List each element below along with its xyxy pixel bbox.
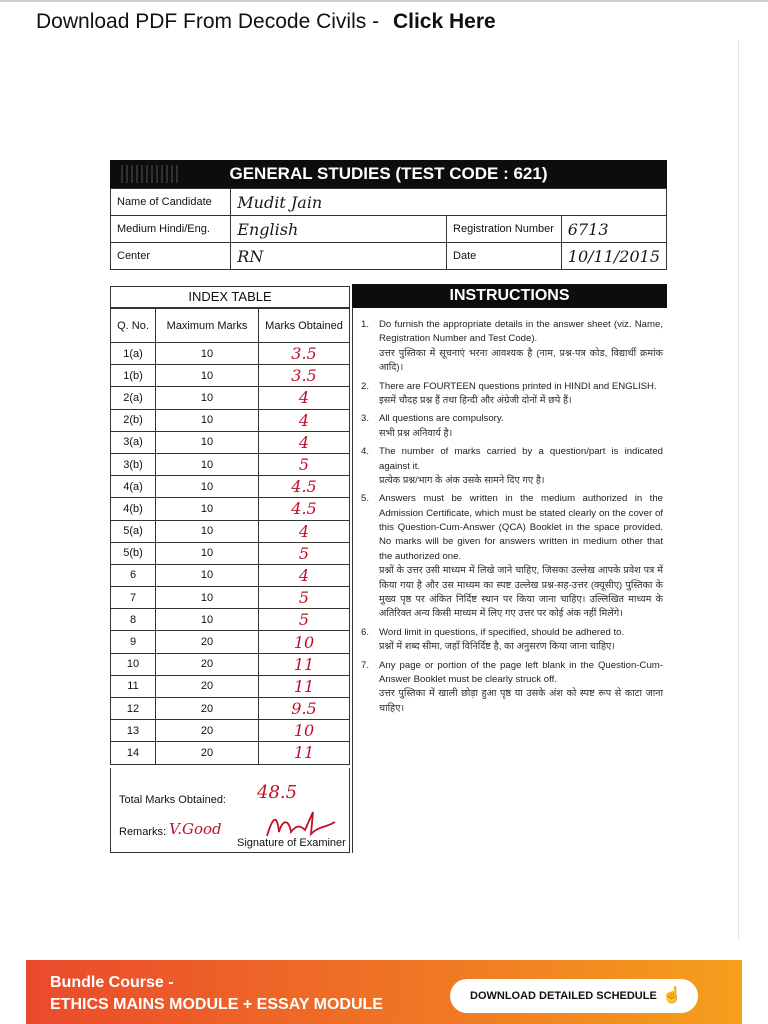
row-qno: 1(b) — [111, 365, 156, 387]
instruction-item — [361, 659, 663, 717]
table-row — [111, 675, 350, 697]
row-obtained: 11 — [259, 675, 350, 697]
bundle-course-banner — [26, 960, 742, 1024]
row-qno: 14 — [111, 742, 156, 764]
date-label: Date — [447, 243, 562, 270]
instructions-list — [361, 318, 663, 716]
table-row — [111, 343, 350, 365]
instruction-item — [361, 492, 663, 622]
row-max: 10 — [156, 476, 259, 498]
row-obtained: 4 — [259, 387, 350, 409]
row-obtained: 5 — [259, 542, 350, 564]
table-row — [111, 431, 350, 453]
table-row — [111, 542, 350, 564]
table-row — [111, 653, 350, 675]
date-value: 10/11/2015 — [561, 243, 666, 270]
table-row — [111, 498, 350, 520]
row-max: 20 — [156, 742, 259, 764]
instruction-item — [361, 626, 663, 655]
medium-label: Medium Hindi/Eng. — [111, 216, 231, 243]
instruction-english: The number of marks carried by a question/part is indicated against it. — [379, 446, 663, 472]
instruction-english: All questions are compulsory. — [379, 413, 504, 425]
instruction-english: Answers must be written in the medium authorized in the Admission Certificate, which must be stated clearly on the cover of this Question-Cum-Answer (QCA) Booklet in the space provided. No marks will be given for answers written in medium other that the authorized one. — [379, 493, 663, 562]
row-obtained: 10 — [259, 720, 350, 742]
col-header-obtained: Marks Obtained — [259, 309, 350, 343]
row-obtained: 5 — [259, 587, 350, 609]
row-obtained: 3.5 — [259, 365, 350, 387]
table-row — [111, 520, 350, 542]
row-qno: 6 — [111, 564, 156, 586]
row-qno: 13 — [111, 720, 156, 742]
name-label: Name of Candidate — [111, 189, 231, 216]
row-qno: 9 — [111, 631, 156, 653]
row-max: 10 — [156, 365, 259, 387]
instruction-hindi: उत्तर पुस्तिका में खाली छोड़ा हुआ पृष्ठ या उसके अंश को स्पष्ट रूप से काटा जाना चाहिए। — [379, 688, 663, 714]
row-qno: 12 — [111, 698, 156, 720]
instruction-number: 7. — [361, 659, 370, 671]
row-qno: 5(b) — [111, 542, 156, 564]
totals-box — [110, 768, 350, 853]
instruction-number: 3. — [361, 413, 370, 425]
registration-value: 6713 — [561, 216, 666, 243]
banner-text: Download PDF From Decode Civils - — [36, 10, 380, 33]
row-obtained: 4 — [259, 564, 350, 586]
index-table — [110, 308, 350, 765]
table-row — [111, 587, 350, 609]
instruction-item — [361, 380, 663, 409]
row-qno: 11 — [111, 675, 156, 697]
row-max: 10 — [156, 542, 259, 564]
remarks-label: Remarks: — [119, 826, 167, 838]
top-divider — [0, 0, 768, 2]
download-banner — [36, 10, 496, 34]
row-qno: 4(a) — [111, 476, 156, 498]
instruction-number: 5. — [361, 493, 370, 505]
table-row — [111, 720, 350, 742]
table-row — [111, 387, 350, 409]
row-obtained: 5 — [259, 609, 350, 631]
row-obtained: 10 — [259, 631, 350, 653]
row-qno: 7 — [111, 587, 156, 609]
index-table-title: INDEX TABLE — [110, 286, 350, 308]
table-row — [111, 742, 350, 764]
row-qno: 10 — [111, 653, 156, 675]
row-qno: 4(b) — [111, 498, 156, 520]
table-row — [111, 409, 350, 431]
table-row — [111, 698, 350, 720]
download-schedule-button[interactable] — [450, 979, 698, 1013]
sheet-title-bar — [110, 160, 667, 188]
instructions-title: INSTRUCTIONS — [352, 284, 667, 308]
row-qno: 5(a) — [111, 520, 156, 542]
table-row — [111, 564, 350, 586]
instruction-number: 6. — [361, 626, 370, 638]
download-schedule-label: DOWNLOAD DETAILED SCHEDULE — [470, 990, 657, 1002]
row-obtained: 4.5 — [259, 498, 350, 520]
table-row — [111, 609, 350, 631]
row-max: 20 — [156, 698, 259, 720]
hand-pointer-icon: ☝ — [662, 987, 682, 1004]
instruction-english: Do furnish the appropriate details in the answer sheet (viz. Name, Registration Number and Test Code). — [379, 319, 663, 345]
row-max: 10 — [156, 564, 259, 586]
instruction-hindi: प्रश्नों में शब्द सीमा, जहाँ विनिर्दिष्ट है, का अनुसरण किया जाना चाहिए। — [379, 641, 615, 653]
row-max: 10 — [156, 453, 259, 475]
row-obtained: 9.5 — [259, 698, 350, 720]
row-obtained: 4 — [259, 431, 350, 453]
instruction-item — [361, 445, 663, 488]
row-max: 20 — [156, 720, 259, 742]
candidate-info-table — [110, 188, 667, 270]
row-max: 10 — [156, 587, 259, 609]
instruction-hindi: इसमें चौदह प्रश्न हैं तथा हिन्दी और अंग्रेजी दोनों में छपे हैं। — [379, 394, 572, 406]
row-max: 20 — [156, 675, 259, 697]
center-value: RN — [231, 243, 447, 270]
row-qno: 3(a) — [111, 431, 156, 453]
col-header-qno: Q. No. — [111, 309, 156, 343]
table-row — [111, 453, 350, 475]
row-max: 10 — [156, 609, 259, 631]
total-marks-value: 48.5 — [257, 782, 298, 803]
row-qno: 1(a) — [111, 343, 156, 365]
signature-label: Signature of Examiner — [237, 837, 346, 849]
instruction-number: 4. — [361, 446, 370, 458]
instruction-english: Word limit in questions, if specified, should be adhered to. — [379, 626, 625, 638]
instructions-panel — [352, 308, 667, 853]
table-row — [111, 631, 350, 653]
title-bar-texture — [118, 165, 178, 183]
sheet-title: GENERAL STUDIES (TEST CODE : 621) — [229, 164, 548, 183]
row-max: 10 — [156, 387, 259, 409]
instruction-hindi: प्रश्नों के उत्तर उसी माध्यम में लिखे जाने चाहिए, जिसका उल्लेख आपके प्रवेश पत्र में किया गया है और उस माध्यम का स्पष्ट उल्लेख प्रश्न-सह-उत्तर (क्यूसीए) पुस्तिका के मुख्य पृष्ठ पर अंकित निर्दिष्ट स्थान पर किया जाना चाहिए। उल्लिखित माध्यम के अतिरिक्त अन्य किसी माध्यम में लिए गए उत्तर पर कोई अंक नहीं मिलेंगे। — [379, 565, 663, 620]
row-obtained: 4 — [259, 409, 350, 431]
remarks-value: V.Good — [169, 820, 222, 838]
bundle-line-2: ETHICS MAINS MODULE + ESSAY MODULE — [50, 996, 383, 1013]
answer-sheet-scan — [110, 160, 667, 853]
row-obtained: 4 — [259, 520, 350, 542]
click-here-link[interactable]: Click Here — [392, 10, 496, 33]
row-max: 10 — [156, 343, 259, 365]
row-max: 10 — [156, 431, 259, 453]
page-edge-rule — [738, 40, 739, 940]
table-row — [111, 365, 350, 387]
row-max: 20 — [156, 653, 259, 675]
instruction-hindi: उत्तर पुस्तिका में सूचनाएं भरना आवश्यक है (नाम, प्रश्न-पत्र कोड, विद्यार्थी क्रमांक आदि)। — [379, 347, 663, 374]
row-qno: 3(b) — [111, 453, 156, 475]
name-value: Mudit Jain — [231, 189, 667, 216]
medium-value: English — [231, 216, 447, 243]
row-obtained: 4.5 — [259, 476, 350, 498]
col-header-max: Maximum Marks — [156, 309, 259, 343]
table-row — [111, 476, 350, 498]
instruction-hindi: सभी प्रश्न अनिवार्य है। — [379, 427, 453, 439]
row-max: 10 — [156, 409, 259, 431]
instruction-hindi: प्रत्येक प्रश्न/भाग के अंक उसके सामने दिए गए है। — [379, 474, 545, 486]
row-obtained: 3.5 — [259, 343, 350, 365]
row-qno: 8 — [111, 609, 156, 631]
row-qno: 2(a) — [111, 387, 156, 409]
row-obtained: 11 — [259, 742, 350, 764]
row-obtained: 11 — [259, 653, 350, 675]
instruction-english: There are FOURTEEN questions printed in HINDI and ENGLISH. — [379, 380, 657, 392]
instruction-number: 1. — [361, 319, 370, 330]
bundle-line-1: Bundle Course - — [50, 974, 174, 991]
row-qno: 2(b) — [111, 409, 156, 431]
instruction-item — [361, 318, 663, 376]
total-marks-label: Total Marks Obtained: — [119, 794, 226, 806]
instruction-number: 2. — [361, 380, 370, 392]
row-max: 20 — [156, 631, 259, 653]
row-max: 10 — [156, 520, 259, 542]
instruction-item — [361, 412, 663, 441]
instruction-english: Any page or portion of the page left blank in the Question-Cum-Answer Booklet must be clearly struck off. — [379, 659, 663, 685]
registration-label: Registration Number — [447, 216, 562, 243]
row-obtained: 5 — [259, 453, 350, 475]
row-max: 10 — [156, 498, 259, 520]
center-label: Center — [111, 243, 231, 270]
